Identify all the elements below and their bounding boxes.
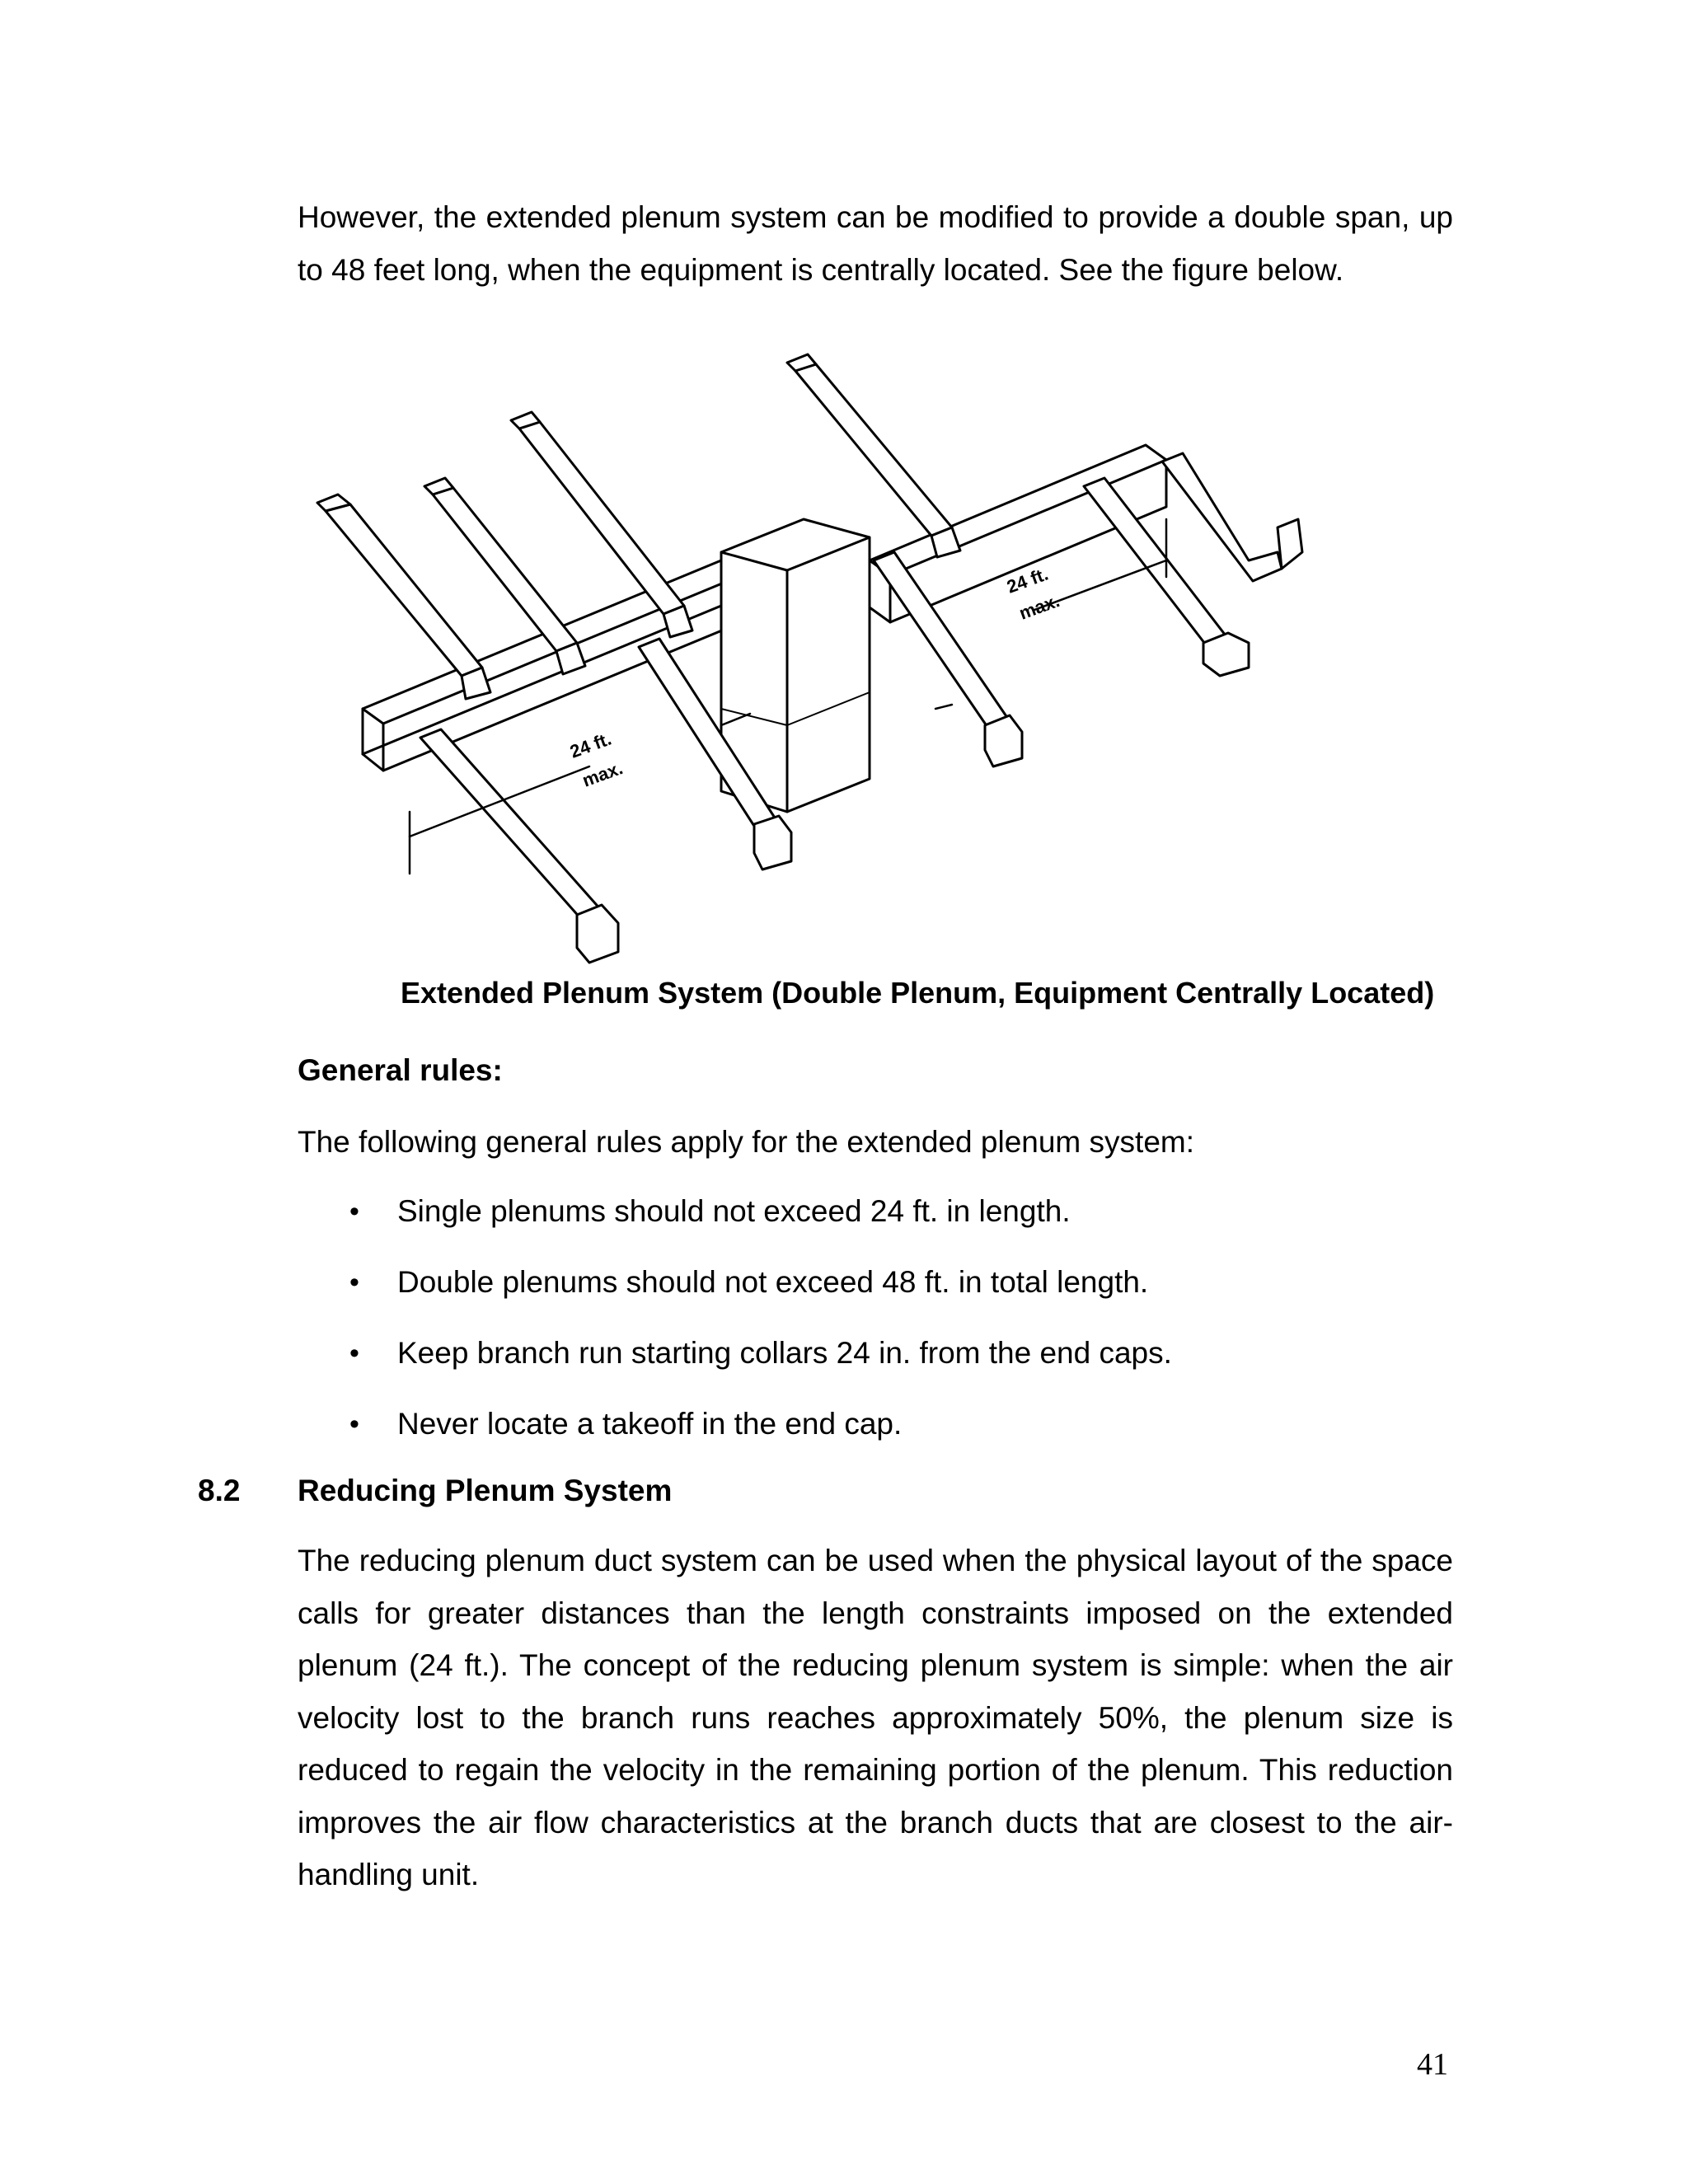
list-item-text: Keep branch run starting collars 24 in. from the end caps. — [397, 1336, 1172, 1370]
bullet-icon: • — [349, 1196, 359, 1227]
plenum-system-figure — [293, 321, 1364, 964]
list-item-text: Double plenums should not exceed 48 ft. in total length. — [397, 1265, 1149, 1299]
general-rules-intro: The following general rules apply for the extended plenum system: — [298, 1125, 1194, 1159]
left-dimension-max-label: max. — [579, 757, 626, 791]
plenum-diagram — [293, 321, 1364, 964]
intro-paragraph: However, the extended plenum system can be modified to provide a double span, up to 48 feet long, when the equipment is centrally located. See the figure below. — [298, 200, 1453, 287]
general-rules-heading: General rules: — [298, 1053, 503, 1087]
bullet-icon: • — [349, 1267, 359, 1298]
general-rules-list — [346, 1187, 1172, 1470]
figure-caption: Extended Plenum System (Double Plenum, Equipment Centrally Located) — [401, 976, 1435, 1010]
list-item — [346, 1329, 1172, 1399]
list-item-text: Single plenums should not exceed 24 ft. in length. — [397, 1194, 1071, 1228]
list-item-text: Never locate a takeoff in the end cap. — [397, 1407, 903, 1441]
right-dimension-max-label: max. — [1016, 590, 1062, 624]
section-paragraph: The reducing plenum duct system can be used when the physical layout of the space calls for greater distances than the length constraints imposed on the extended plenum (24 ft.). The concept of the reducing plenum system is simple: when the air velocity lost to the branch runs reaches approximately 50%, the plenum size is reduced to regain the velocity in the remaining portion of the plenum. This reduction improves the air flow characteristics at the branch ducts that are closest to the air-handling unit. — [298, 1544, 1453, 1891]
page-number: 41 — [1417, 2047, 1448, 2082]
bullet-icon: • — [349, 1338, 359, 1369]
section-number: 8.2 — [198, 1474, 241, 1507]
left-dimension-label: 24 ft. — [567, 728, 614, 762]
list-item — [346, 1187, 1172, 1258]
right-dimension-label: 24 ft. — [1004, 563, 1051, 598]
section-title: Reducing Plenum System — [298, 1474, 673, 1507]
list-item — [346, 1258, 1172, 1329]
bullet-icon: • — [349, 1408, 359, 1440]
list-item — [346, 1399, 1172, 1470]
